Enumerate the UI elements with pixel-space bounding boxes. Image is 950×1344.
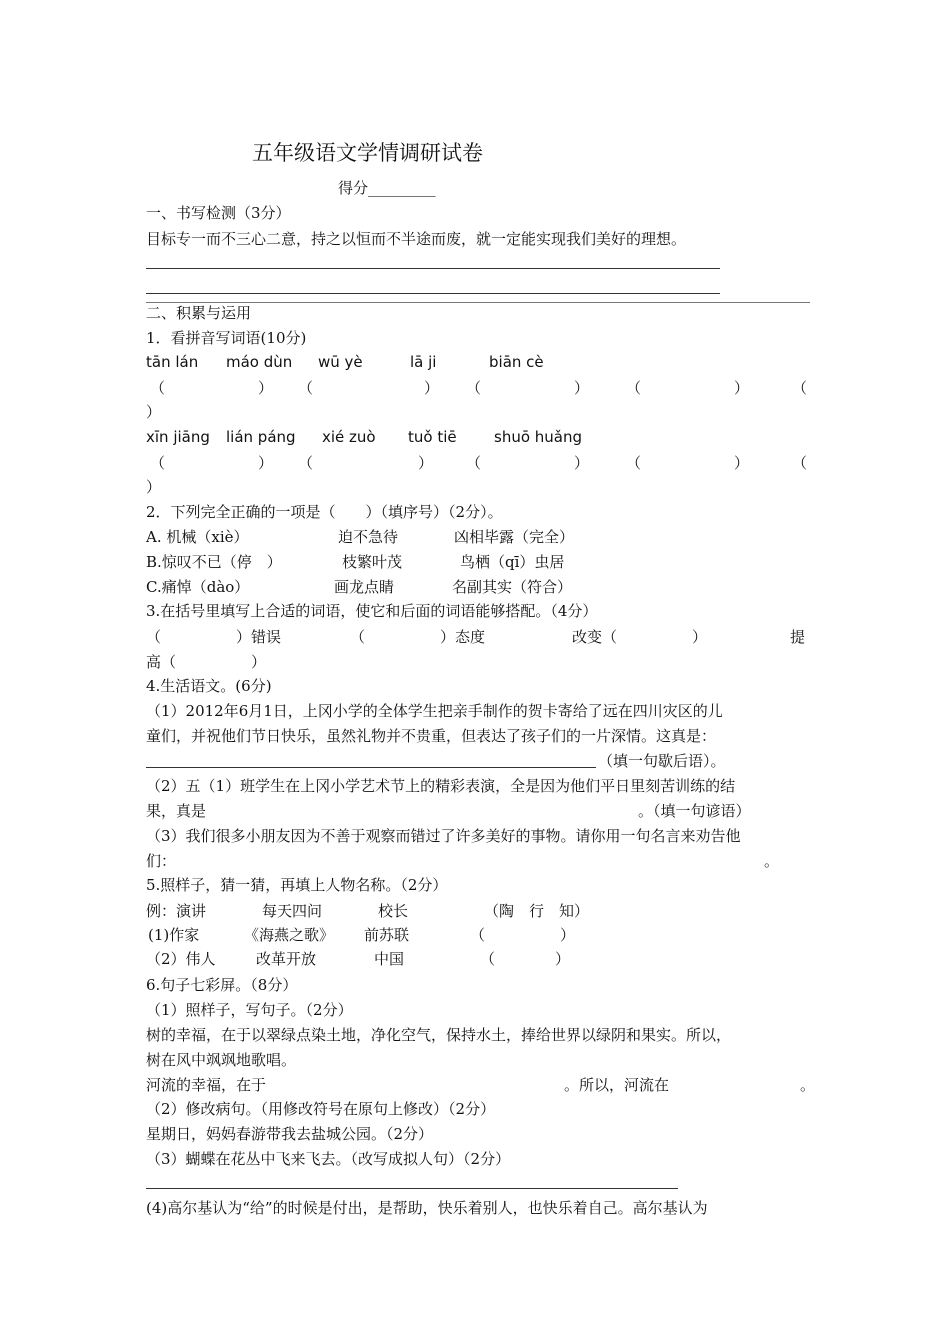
section-1-heading: 一、书写检测（3分）	[146, 204, 291, 222]
q6-part1-end: 。	[800, 1076, 816, 1094]
q3-item: 改变（ ）	[572, 628, 708, 646]
q4-part2-hint: 。（填一句谚语）	[638, 802, 751, 820]
q5-row-2-clue: 改革开放	[256, 950, 317, 968]
q2-option-a-word: 凶相毕露（完全）	[454, 528, 575, 546]
q2-option-c-word: 画龙点睛	[334, 578, 395, 596]
q4-part1-line2: 童们，并祝他们节日快乐，虽然礼物并不贵重，但表达了孩子们的一片深情。这真是：	[146, 727, 717, 745]
q3-item: 提	[790, 628, 806, 646]
q2-option-b-word: 枝繁叶茂	[342, 553, 403, 571]
q5-row-1: (1)作家	[148, 926, 200, 944]
answer-close-bracket: ）	[734, 379, 750, 397]
writing-line-1[interactable]	[146, 268, 720, 269]
pinyin-7: lián páng	[226, 428, 296, 446]
q6-part1-prompt: 。所以，河流在	[564, 1076, 670, 1094]
q6-part3-title: （3）蝴蝶在花丛中飞来飞去。（改写成拟人句）（2分）	[146, 1150, 511, 1168]
q6-part1-title: （1）照样子，写句子。（2分）	[146, 1001, 353, 1019]
q6-part4-text: (4)高尔基认为“给”的时候是付出，是帮助，快乐着别人，也快乐着自己。高尔基认为	[146, 1199, 708, 1217]
q4-part1-hint: （填一句歇后语）。	[598, 752, 726, 770]
q4-part2-line1: （2）五（1）班学生在上冈小学艺术节上的精彩表演，全是因为他们平日里刻苦训练的结	[146, 777, 736, 795]
page-title: 五年级语文学情调研试卷	[252, 141, 483, 165]
answer-open-bracket: （	[792, 454, 808, 472]
q3-item: （ ）错误	[146, 628, 282, 646]
q2-option-c-word: 名副其实（符合）	[452, 578, 573, 596]
pinyin-3: wū yè	[318, 353, 363, 371]
answer-blank[interactable]	[146, 1188, 678, 1189]
q6-part1-example-line2: 树在风中飒飒地歌唱。	[146, 1051, 297, 1069]
q4-part3-end: 。	[764, 852, 780, 870]
pinyin-4: lā ji	[410, 353, 437, 371]
q5-row-1-answer: （ ）	[470, 926, 576, 944]
q5-row-1-clue: 《海燕之歌》	[244, 926, 335, 944]
answer-close-bracket: ）	[574, 379, 590, 397]
pinyin-6: xīn jiāng	[146, 428, 210, 446]
pinyin-10: shuō huǎng	[494, 428, 583, 446]
writing-line-2[interactable]	[146, 293, 720, 294]
answer-open-bracket: （	[626, 379, 642, 397]
pinyin-5: biān cè	[489, 353, 544, 371]
q4-part1-line1: （1）2012年6月1日，上冈小学的全体学生把亲手制作的贺卡寄给了远在四川灾区的儿	[146, 702, 723, 720]
q3-title: 3.在括号里填写上合适的词语，使它和后面的词语能够搭配。（4分）	[146, 602, 598, 620]
answer-open-bracket: （	[298, 454, 314, 472]
q2-title: 2．下列完全正确的一项是（ ）（填序号）（2分）。	[146, 503, 503, 521]
answer-close-bracket: ）	[258, 379, 274, 397]
answer-open-bracket: （	[298, 379, 314, 397]
q2-option-a: A. 机械（xiè）	[146, 528, 249, 546]
pinyin-2: máo dùn	[226, 353, 293, 371]
answer-close-bracket: ）	[574, 454, 590, 472]
answer-open-bracket: （	[466, 454, 482, 472]
answer-open-bracket: （	[466, 379, 482, 397]
answer-close-bracket: ）	[418, 454, 434, 472]
answer-open-bracket: （	[626, 454, 642, 472]
q6-part2-sentence: 星期日，妈妈春游带我去盐城公园。（2分）	[146, 1125, 434, 1143]
q5-row-2: （2）伟人	[146, 950, 216, 968]
q2-option-c: C.痛悼（dào）	[146, 578, 250, 596]
q6-part1-example-line1: 树的幸福，在于以翠绿点染土地，净化空气，保持水土，捧给世界以绿阴和果实。所以，	[146, 1026, 732, 1044]
q5-row-1-clue: 前苏联	[364, 926, 410, 944]
q5-example: 例：演讲	[146, 902, 207, 920]
section-2-heading: 二、积累与运用	[146, 304, 252, 322]
answer-blank[interactable]	[146, 767, 596, 768]
q5-row-2-clue: 中国	[374, 950, 405, 968]
answer-close-bracket: ）	[258, 454, 274, 472]
answer-open-bracket: （	[150, 379, 166, 397]
q4-part3-line2: 们：	[146, 852, 177, 870]
q3-item: （ ）态度	[350, 628, 486, 646]
q2-option-b: B.惊叹不已（停 ）	[146, 553, 282, 571]
q6-part2-title: （2）修改病句。（用修改符号在原句上修改）（2分）	[146, 1100, 496, 1118]
q1-title: 1．看拼音写词语(10分)	[146, 329, 307, 347]
pinyin-1: tān lán	[146, 353, 199, 371]
q3-item: 高（ ）	[146, 653, 267, 671]
pinyin-9: tuǒ tiē	[408, 428, 457, 446]
q6-part1-prompt: 河流的幸福，在于	[146, 1076, 267, 1094]
answer-close-bracket: ）	[146, 403, 162, 421]
q5-row-2-answer: （ ）	[480, 950, 571, 968]
answer-open-bracket: （	[792, 379, 808, 397]
q5-example-answer: （陶 行 知）	[484, 902, 590, 920]
q5-example-clue: 每天四问	[262, 902, 323, 920]
q4-title: 4.生活语文。(6分)	[146, 677, 272, 695]
answer-open-bracket: （	[150, 454, 166, 472]
q2-option-b-word: 鸟栖（qī）虫居	[460, 553, 565, 571]
q4-part3-line1: （3）我们很多小朋友因为不善于观察而错过了许多美好的事物。请你用一句名言来劝告他	[146, 827, 741, 845]
q4-part2-line2: 果，真是	[146, 802, 207, 820]
answer-close-bracket: ）	[424, 379, 440, 397]
pinyin-8: xié zuò	[322, 428, 376, 446]
answer-close-bracket: ）	[734, 454, 750, 472]
answer-close-bracket: ）	[146, 478, 162, 496]
copy-sentence: 目标专一而不三心二意，持之以恒而不半途而废，就一定能实现我们美好的理想。	[146, 230, 687, 248]
q2-option-a-word: 迫不急待	[338, 528, 399, 546]
score-line: 得分_________	[338, 179, 436, 197]
q6-title: 6.句子七彩屏。（8分）	[146, 976, 298, 994]
q5-title: 5.照样子，猜一猜，再填上人物名称。（2分）	[146, 876, 448, 894]
q5-example-clue: 校长	[378, 902, 409, 920]
